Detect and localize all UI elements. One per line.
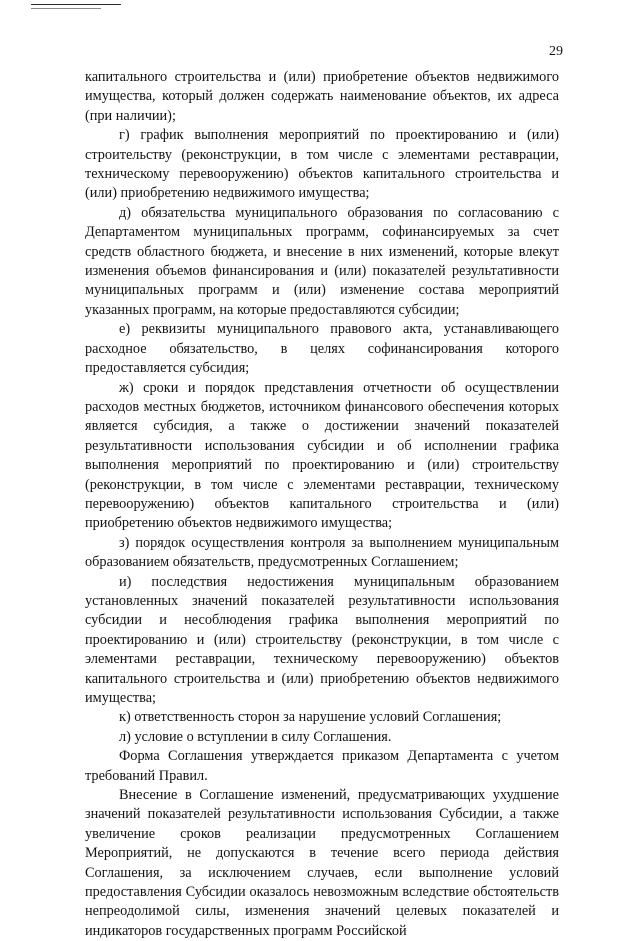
paragraph-continuation: капитального строительства и (или) приобретение объектов недвижимого имущества, который должен содержать наименование объектов, их адреса (при наличии); [85, 69, 559, 124]
page-number: 29 [549, 44, 563, 59]
paragraph-item-d: д) обязательства муниципального образования по согласованию с Департаментом муниципальных программ, софинансируемых за счет средств областного бюджета, и внесение в них изменений, которые влекут изменения объемов финансирования и (или) показателей результативности муниципальных программ и (или) изменение состава мероприятий указанных программ, на которые предоставляются субсидии; [85, 204, 559, 318]
paragraph-item-g: г) график выполнения мероприятий по проектированию и (или) строительству (реконструкции, в том числе с элементами реставрации, техническому перевооружению) объектов капитального строительства и (или) приобретению недвижимого имущества; [85, 127, 559, 202]
paragraph-item-z: з) порядок осуществления контроля за выполнением муниципальным образованием обязательств, предусмотренных Соглашением; [85, 534, 559, 571]
paragraph-item-l: л) условие о вступлении в силу Соглашения. [119, 728, 392, 745]
paragraph-amendments: Внесение в Соглашение изменений, предусматривающих ухудшение значений показателей результативности использования Субсидии, а также увеличение сроков реализации предусмотренных Соглашением Мероприятий, не допускаются в течение всего периода действия Соглашения, за исключением случаев, если выполнение условий предоставления Субсидии оказалось невозможным вследствие обстоятельств непреодолимой силы, изменения значений целевых показателей и индикаторов государственных программ Российской [85, 787, 559, 939]
header-rule-secondary [31, 8, 101, 9]
paragraph-item-i: и) последствия недостижения муниципальным образованием установленных значений показателей результативности использования субсидии и несоблюдения графика выполнения мероприятий по проектированию и (или) строительству (реконструкции, в том числе с элементами реставрации, техническому перевооружению) объектов капитального строительства и (или) приобретению объектов недвижимого имущества; [85, 573, 559, 706]
paragraph-agreement-form: Форма Соглашения утверждается приказом Департамента с учетом требований Правил. [85, 748, 559, 784]
paragraph-item-k: к) ответственность сторон за нарушение условий Соглашения; [119, 709, 502, 726]
header-rule [31, 4, 121, 5]
paragraph-item-e: е) реквизиты муниципального правового акта, устанавливающего расходное обязательство, в целях софинансирования которого предоставляется субсидия; [85, 321, 559, 377]
paragraph-item-zh: ж) сроки и порядок представления отчетности об осуществлении расходов местных бюджетов, источником финансового обеспечения которых является субсидия, а также о достижении значений показателей результативности использования субсидии и об исполнении графика выполнения мероприятий по проектированию и (или) строительству (реконструкции, в том числе с элементами реставрации, техническому перевооружению) объектов капитального строительства и (или) приобретению объектов недвижимого имущества; [85, 379, 559, 532]
document-body [85, 68, 559, 941]
